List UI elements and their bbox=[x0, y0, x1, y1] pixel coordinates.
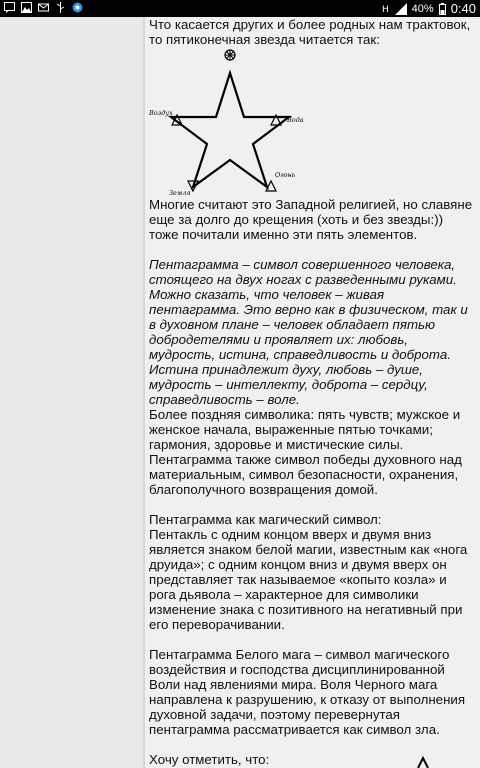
chat-icon bbox=[4, 2, 15, 13]
pentagram-star bbox=[171, 73, 289, 187]
fire-label: Огонь bbox=[275, 171, 296, 179]
pentagram-diagram bbox=[149, 47, 475, 197]
svg-text:H: H bbox=[381, 4, 389, 15]
spirit-symbol-icon bbox=[225, 50, 235, 60]
battery-percent: 40% bbox=[411, 2, 434, 15]
paragraph-later-symbolism: Более поздняя символика: пять чувств; мужское и женское начала, выраженные пятью точками; гармония, здоровье и мистические силы. Пентаграмма также символ победы духовного над материальным, символ безопасности, охранения, благополучного возвращения домой. bbox=[149, 407, 462, 497]
clock: 0:40 bbox=[450, 1, 476, 16]
intro-paragraph: Что касается других и более родных нам трактовок, то пятиконечная звезда читается так: bbox=[149, 17, 471, 47]
system-indicators bbox=[382, 0, 476, 17]
figure-fragment-icon bbox=[416, 756, 430, 768]
paragraph-pentacle: Пентакль с одним концом вверх и двумя вниз является знаком белой магии, известным как «нога друида»; с одним концом вниз и двумя вверх он представляет так называемое «копыто козла» и рога дьявола – характерное для символики изменение знака с позитивного на негативный при его переворачивании. bbox=[149, 527, 468, 632]
paragraph-magic-heading: Пентаграмма как магический символ: bbox=[149, 512, 382, 527]
earth-label: Земля bbox=[169, 189, 191, 197]
notification-icons bbox=[4, 2, 83, 13]
air-label: Воздух bbox=[149, 109, 173, 117]
browser-icon bbox=[72, 2, 83, 13]
battery-icon bbox=[439, 3, 446, 15]
paragraph-white-mage: Пентаграмма Белого мага – символ магического воздействия и господства дисциплинированной Воли над явлениями мира. Воля Черного мага направлена к разрушению, к отказу от выполнения духовной задачи, поэтому перевернутая пентаграмма рассматривается как символ зла. bbox=[149, 647, 466, 737]
status-bar bbox=[0, 0, 480, 17]
signal-icon bbox=[395, 3, 407, 15]
paragraph-elements: Многие считают это Западной религией, но славяне еще за долго до крещения (хоть и без звезды:)) тоже почитали именно эти пять элементов. bbox=[149, 197, 473, 242]
paragraph-truth: Истина принадлежит духу, любовь – душе, мудрость – интеллекту, доброта – сердцу, справедливость – воле. bbox=[149, 362, 428, 407]
water-label: Вода bbox=[287, 116, 304, 124]
image-icon bbox=[21, 2, 32, 13]
paragraph-perfect-human: Пентаграмма – символ совершенного человека, стоящего на двух ногах с разведенными руками. Можно сказать, что человек – живая пентаграмма. Это верно как в физическом, так и в духовном плане – человек обладает пятью добродетелями и проявляет их: любовь, мудрость, истина, справедливость и доброта. bbox=[149, 257, 468, 362]
network-h-icon bbox=[382, 3, 390, 15]
left-pane bbox=[0, 17, 143, 768]
pentagram-figure bbox=[149, 47, 475, 197]
article-content[interactable] bbox=[149, 17, 475, 768]
pane-divider[interactable] bbox=[143, 17, 145, 768]
paragraph-note-lead: Хочу отметить, что: bbox=[149, 752, 270, 767]
mail-icon bbox=[38, 2, 49, 13]
usb-icon bbox=[55, 2, 66, 13]
